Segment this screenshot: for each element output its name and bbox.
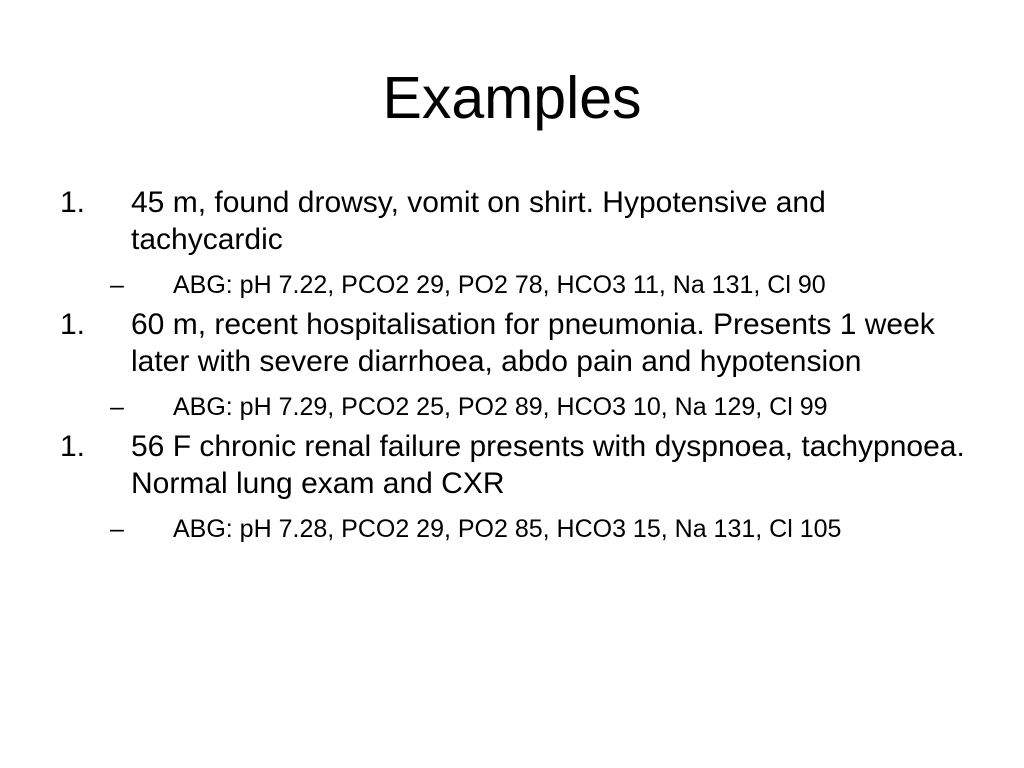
list-item [0,184,1024,302]
list-item-number: 1. [60,308,86,341]
sub-item-text: ABG: pH 7.29, PCO2 25, PO2 89, HCO3 10, Na 129, Cl 99 [173,393,828,421]
sub-item-dash: – [110,515,124,543]
sub-item-text: ABG: pH 7.28, PCO2 29, PO2 85, HCO3 15, Na 131, Cl 105 [173,515,842,543]
list-item [0,306,1024,424]
list-item-number: 1. [60,430,86,463]
list-item-number: 1. [60,186,86,219]
sub-item [0,268,1024,302]
list-item-text: 45 m, found drowsy, vomit on shirt. Hypotensive and tachycardic [131,186,826,256]
list-item-text: 60 m, recent hospitalisation for pneumonia. Presents 1 week later with severe diarrhoea, abdo pain and hypotension [131,308,935,378]
list-item-text: 56 F chronic renal failure presents with dyspnoea, tachypnoea. Normal lung exam and CXR [131,430,965,500]
sub-item-dash: – [110,271,124,299]
sub-item-dash: – [110,393,124,421]
sub-item-text: ABG: pH 7.22, PCO2 29, PO2 78, HCO3 11, Na 131, Cl 90 [173,271,826,299]
sub-item [0,390,1024,424]
sub-item [0,512,1024,546]
example-list [0,184,1024,550]
list-item [0,428,1024,546]
slide-title: Examples [382,65,642,131]
